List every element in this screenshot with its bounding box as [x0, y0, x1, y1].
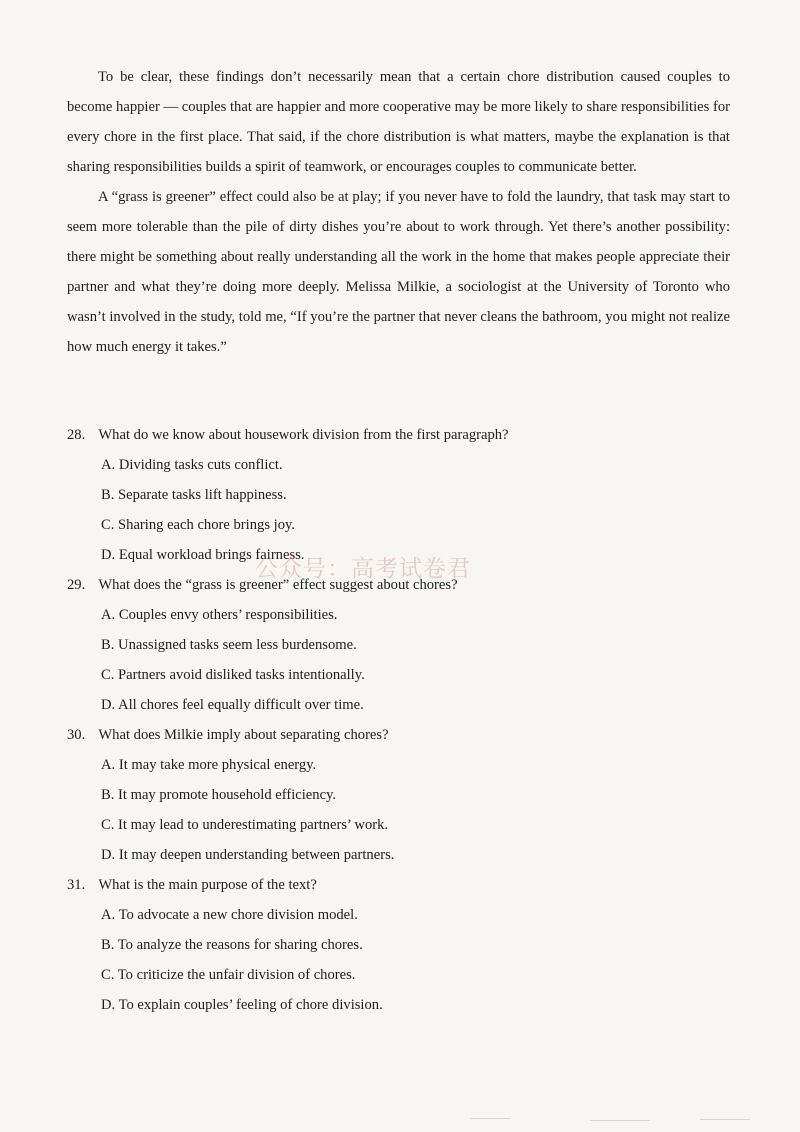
question-text: What does the “grass is greener” effect suggest about chores? — [98, 577, 458, 593]
watermark: 公众号：高考试卷君 — [255, 556, 471, 582]
option-a: A. It may take more physical energy. — [101, 757, 317, 773]
option-b: B. Separate tasks lift happiness. — [101, 487, 287, 503]
question-number: 29. — [67, 577, 86, 593]
option-a: A. Couples envy others’ responsibilities. — [101, 607, 338, 623]
question-29 — [67, 570, 730, 720]
option-d: D. Equal workload brings fairness. — [101, 547, 305, 563]
question-30 — [67, 720, 730, 870]
option-d: D. All chores feel equally difficult over time. — [101, 697, 364, 713]
scan-artifact — [700, 1119, 750, 1120]
question-28 — [67, 420, 730, 570]
option-b: B. To analyze the reasons for sharing chores. — [101, 937, 363, 953]
question-stem — [67, 870, 730, 900]
question-stem — [67, 720, 730, 750]
option-c: C. To criticize the unfair division of chores. — [101, 967, 356, 983]
scan-artifact — [470, 1118, 510, 1119]
question-number: 31. — [67, 877, 86, 893]
question-31 — [67, 870, 730, 1020]
question-text: What do we know about housework division from the first paragraph? — [98, 427, 509, 443]
option-a: A. Dividing tasks cuts conflict. — [101, 457, 283, 473]
passage-paragraph-2: A “grass is greener” effect could also be at play; if you never have to fold the laundry, that task may start to seem more tolerable than the pile of dirty dishes you’re about to work through. Yet there’s another possibility: there might be something about really understanding all the work in the home that makes people appreciate their partner and what they’re doing more deeply. Melissa Milkie, a sociologist at the University of Toronto who wasn’t involved in the study, told me, “If you’re the partner that never cleans the bathroom, you might not realize how much energy it takes.” — [67, 189, 730, 355]
question-stem — [67, 420, 730, 450]
option-c: C. Sharing each chore brings joy. — [101, 517, 295, 533]
question-text: What does Milkie imply about separating chores? — [98, 727, 389, 743]
option-c: C. Partners avoid disliked tasks intentionally. — [101, 667, 365, 683]
option-d: D. To explain couples’ feeling of chore division. — [101, 997, 383, 1013]
passage-paragraph-1: To be clear, these findings don’t necessarily mean that a certain chore distribution caused couples to become happier — couples that are happier and more cooperative may be more likely to share responsibilities for every chore in the first place. That said, if the chore distribution is what matters, maybe the explanation is that sharing responsibilities builds a spirit of teamwork, or encourages couples to communicate better. — [67, 69, 730, 175]
option-a: A. To advocate a new chore division model. — [101, 907, 358, 923]
option-b: B. Unassigned tasks seem less burdensome. — [101, 637, 357, 653]
question-number: 30. — [67, 727, 86, 743]
scan-artifact — [590, 1120, 650, 1121]
question-number: 28. — [67, 427, 86, 443]
reading-passage — [67, 62, 730, 362]
question-text: What is the main purpose of the text? — [98, 877, 317, 893]
option-d: D. It may deepen understanding between partners. — [101, 847, 395, 863]
option-b: B. It may promote household efficiency. — [101, 787, 337, 803]
option-c: C. It may lead to underestimating partners’ work. — [101, 817, 389, 833]
question-list — [67, 420, 730, 1020]
